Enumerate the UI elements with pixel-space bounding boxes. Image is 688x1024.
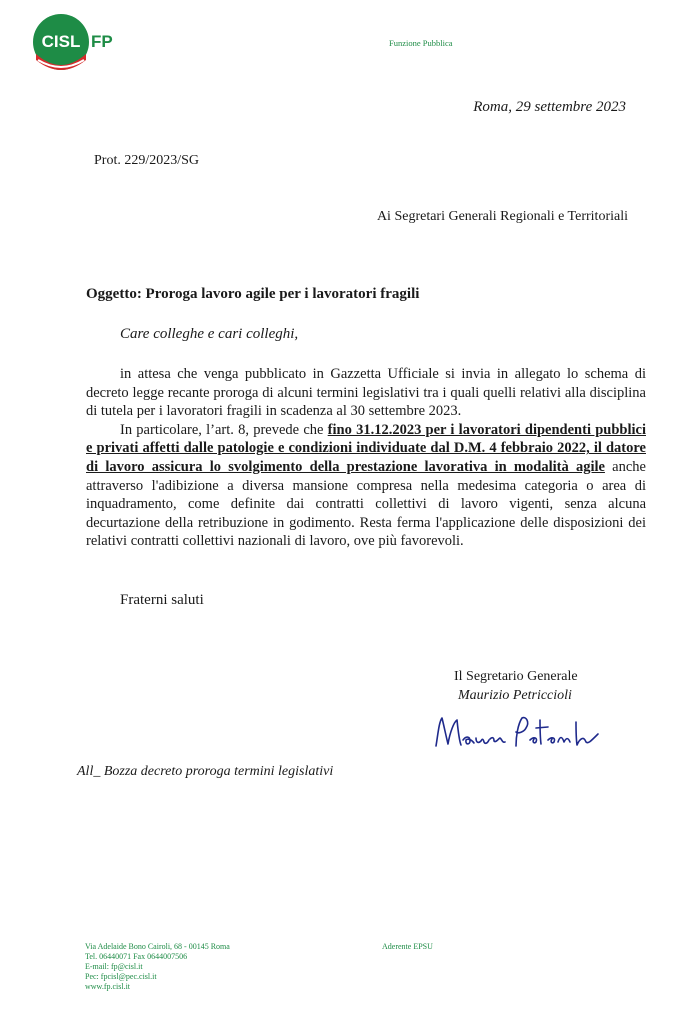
handwritten-signature: [430, 712, 605, 757]
closing: Fraterni saluti: [120, 592, 204, 608]
paragraph-2-rest: anche attraverso l'adibizione a diversa mansione compresa nella medesima categoria o area di inquadramento, come definite dai contratti collettivi di lavoro vigenti, senza alcuna decurtazione della retribuzione in godimento. Resta ferma l'applicazione delle disposizioni dei relativi contratti collettivi nazionali di lavoro, ove più favorevoli.: [86, 458, 646, 550]
footer-contacts: [85, 942, 230, 992]
recipient: Ai Segretari Generali Regionali e Territoriali: [376, 209, 628, 224]
paragraph-1: in attesa che venga pubblicato in Gazzetta Ufficiale si invia in allegato lo schema di decreto legge recante proroga di alcuni termini legislativi tra i quali quelli relativi alla disciplina di tutela per i lavoratori fragili in scadenza al 30 settembre 2023.: [86, 366, 646, 420]
footer-phone: Tel. 06440071 Fax 0644007506: [85, 952, 188, 961]
salutation: Care colleghe e cari colleghi,: [120, 326, 299, 342]
paragraph-2-highlight: fino 31.12.2023 per i lavoratori dipendenti pubblici e privati affetti dalle patologie e condizioni individuate dal D.M. 4 febbraio 2022, il datore di lavoro assicura lo svolgimento della prestazione lavorativa in modalità agile: [86, 421, 646, 475]
cisl-fp-logo: [30, 14, 130, 74]
signatory-role: Il Segretario Generale: [454, 669, 578, 684]
footer-address: Via Adelaide Bono Cairoli, 68 - 00145 Roma: [85, 942, 230, 951]
subject-line: Oggetto: Proroga lavoro agile per i lavoratori fragili: [86, 286, 420, 302]
department-label: Funzione Pubblica: [389, 38, 453, 48]
footer-website: www.fp.cisl.it: [85, 982, 131, 991]
svg-text:FP: FP: [91, 32, 113, 51]
svg-text:CISL: CISL: [41, 32, 81, 51]
paragraph-2-intro: In particolare, l’art. 8, prevede che: [120, 421, 328, 438]
footer-affiliation: Aderente EPSU: [382, 942, 433, 951]
footer-pec: Pec: fpcisl@pec.cisl.it: [85, 972, 157, 981]
protocol-number: Prot. 229/2023/SG: [94, 153, 200, 168]
paragraph-2: [86, 421, 646, 551]
attachment-note: All_ Bozza decreto proroga termini legislativi: [77, 764, 334, 779]
footer-email: E-mail: fp@cisl.it: [85, 962, 143, 971]
letter-body: [86, 365, 646, 551]
letter-date: Roma, 29 settembre 2023: [473, 99, 626, 115]
signatory-name: Maurizio Petriccioli: [458, 688, 572, 703]
